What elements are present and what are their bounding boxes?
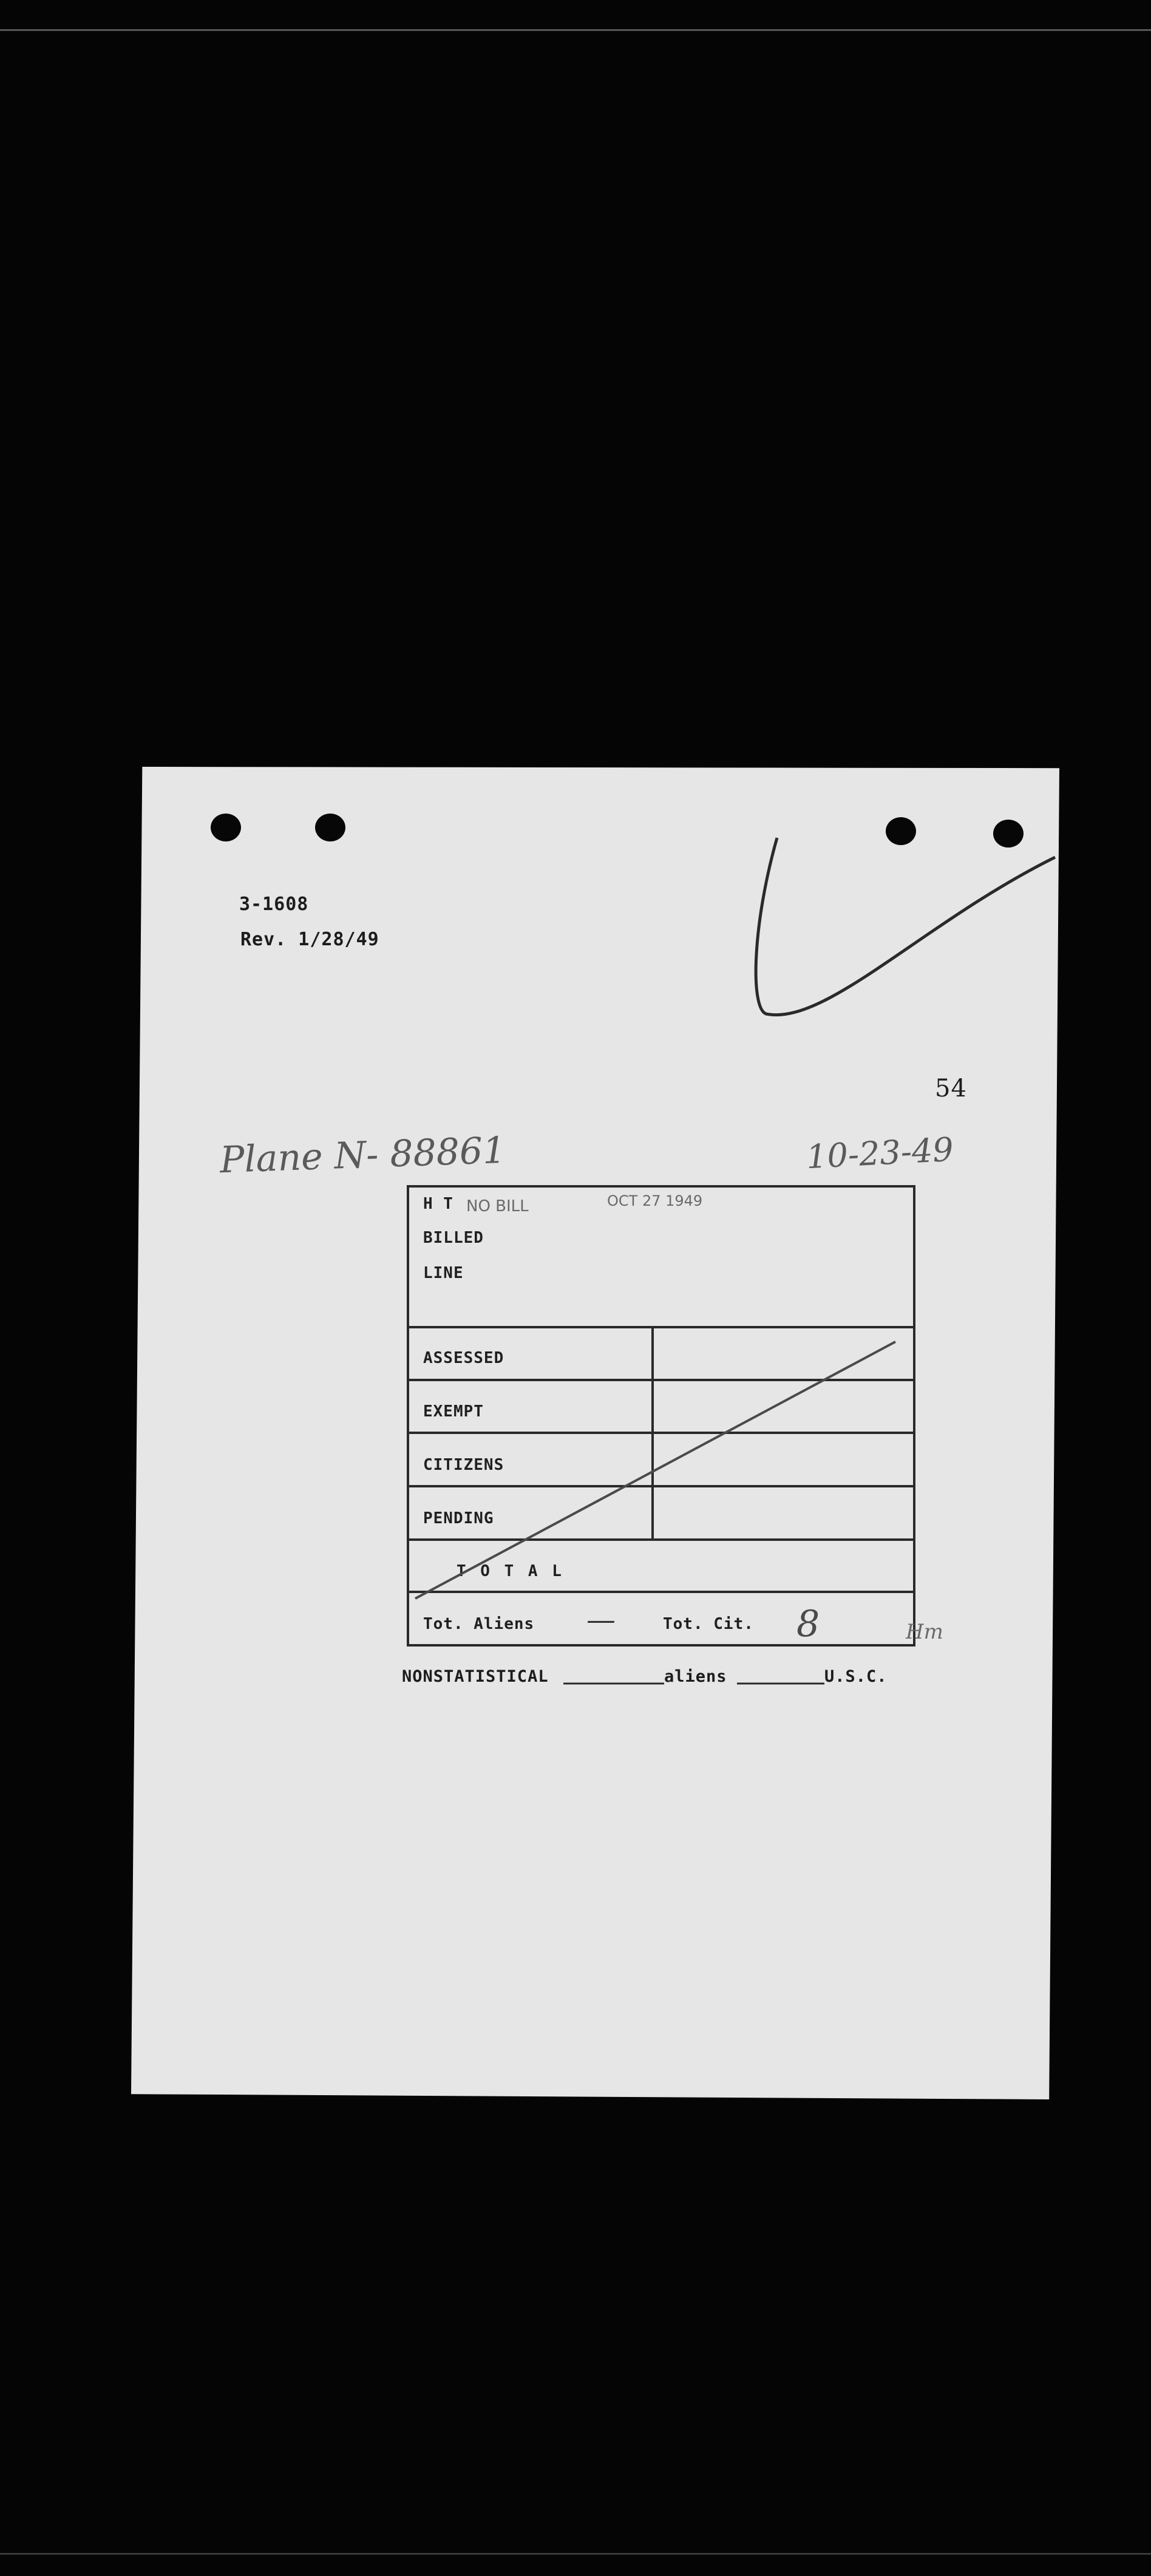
handwritten-title: Plane N- 88861: [219, 1129, 507, 1182]
stamp-no-bill: NO BILL: [466, 1197, 529, 1215]
cancel-strike-line: [415, 1342, 895, 1599]
handwritten-initials: Hm: [906, 1620, 943, 1644]
header-billed: BILLED: [423, 1229, 484, 1247]
row-label-pending: PENDING: [423, 1509, 494, 1528]
pen-checkmark: [756, 838, 1055, 1015]
row-label-exempt: EXEMPT: [423, 1402, 484, 1421]
stamp-date: OCT 27 1949: [607, 1192, 703, 1209]
tot-aliens-value: —: [586, 1603, 616, 1637]
form-number: 3-1608: [239, 894, 309, 915]
row-label-citizens: CITIZENS: [423, 1456, 504, 1474]
tot-cit-value: 8: [796, 1603, 820, 1645]
scan-edge-line-bottom: [0, 2553, 1151, 2555]
header-line: LINE: [423, 1264, 464, 1282]
usc-label: U.S.C.: [824, 1667, 888, 1686]
handwritten-date: 10-23-49: [805, 1130, 955, 1177]
tot-cit-label: Tot. Cit.: [663, 1615, 754, 1633]
aliens-label: aliens: [664, 1667, 727, 1686]
row-label-assessed: ASSESSED: [423, 1349, 504, 1367]
nonstatistical-label: NONSTATISTICAL: [402, 1667, 549, 1686]
page-number: 54: [935, 1075, 967, 1103]
form-revision: Rev. 1/28/49: [240, 929, 379, 950]
tot-aliens-label: Tot. Aliens: [423, 1615, 535, 1633]
total-label: T O T A L: [457, 1562, 564, 1580]
header-prefix: H T: [423, 1195, 453, 1213]
